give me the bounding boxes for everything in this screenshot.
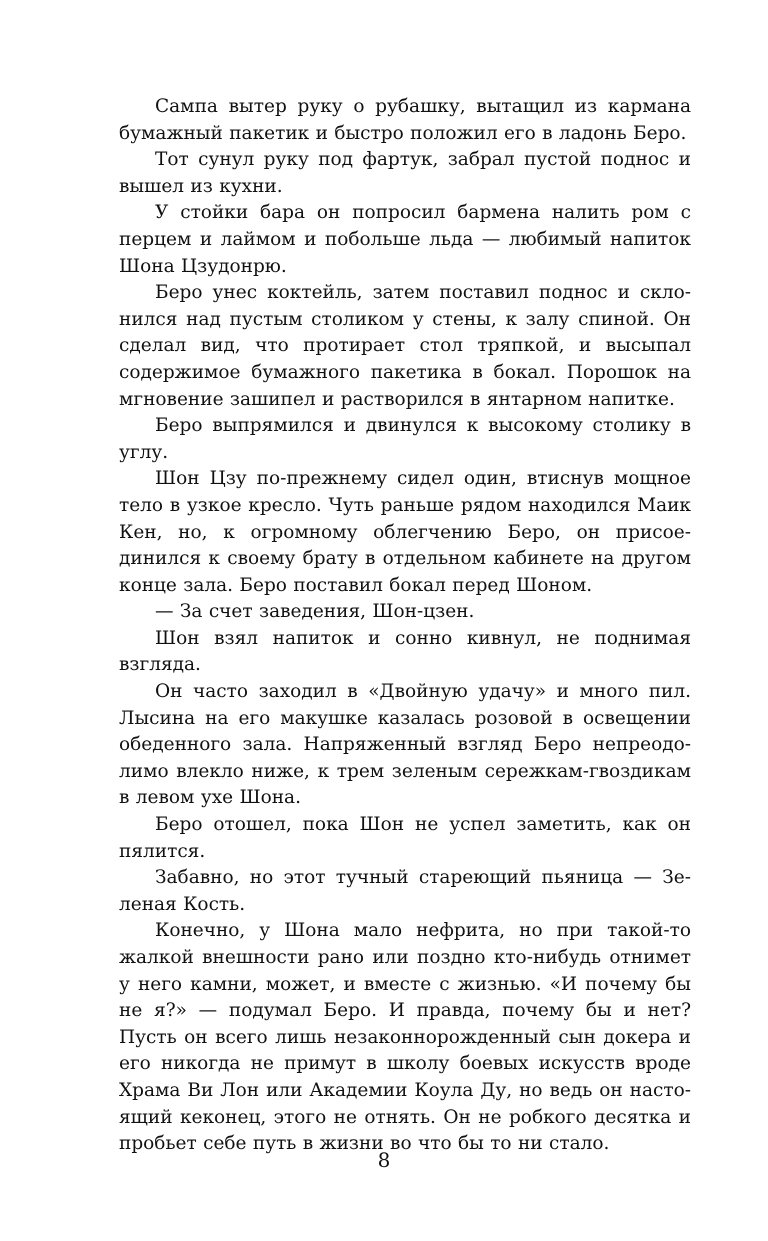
page-number: 8 <box>377 1148 391 1172</box>
paragraph: Конечно, у Шона мало нефрита, но при такой-то жалкой внешности рано или поздно кто-нибудь отнимет у него камни, может, и вместе с жизнью. «И почему бы не я?» — подумал Беро. И правда, почему бы и нет? Пусть он всего лишь незаконнорожденный сын докера и его никогда не примут в школу боевых искусств вроде Храма Ви Лон или Академии Коула Ду, но ведь он настоящий кеконец, этого не отнять. Он не робкого десятка и пробьет себе путь в жизни во что бы то ни стало. <box>119 920 691 1155</box>
paragraph: Он часто заходил в «Двойную удачу» и много пил. Лысина на его макушке казалась розовой в освещении обеденного зала. Напряженный взгляд Беро непреодолимо влекло ниже, к трем зеленым сережкам-гвоздикам в левом ухе Шона. <box>119 681 691 809</box>
paragraph: Шон Цзу по-прежнему сидел один, втиснув мощное тело в узкое кресло. Чуть раньше рядом находился Маик Кен, но, к огромному облегчению Беро, он присоединился к своему брату в отдельном кабинете на другом конце зала. Беро поставил бокал перед Шоном. <box>119 468 691 596</box>
paragraph: У стойки бара он попросил бармена налить ром с перцем и лаймом и побольше льда — любимый напиток Шона Цзудонрю. <box>119 202 691 277</box>
paragraph: Шон взял напиток и сонно кивнул, не поднимая взгляда. <box>119 627 691 676</box>
paragraph: Тот сунул руку под фартук, забрал пустой поднос и вышел из кухни. <box>119 149 691 197</box>
paragraph: Забавно, но этот тучный стареющий пьяница — Зеленая Кость. <box>119 867 691 915</box>
paragraph: — За счет заведения, Шон-цзен. <box>155 601 475 623</box>
paragraph: Беро выпрямился и двинулся к высокому столику в углу. <box>119 415 691 463</box>
paragraph: Сампа вытер руку о рубашку, вытащил из кармана бумажный пакетик и быстро положил его в ладонь Беро. <box>119 96 691 144</box>
paragraph: Беро унес коктейль, затем поставил поднос и склонился над пустым столиком у стены, к залу спиной. Он сделал вид, что протирает стол тряпкой, и высыпал содержимое бумажного пакетика в бокал. Порошок на мгновение зашипел и растворился в янтарном напитке. <box>119 282 691 410</box>
paragraph: Беро отошел, пока Шон не успел заметить, как он пялится. <box>119 814 691 862</box>
page-body <box>119 94 691 1158</box>
